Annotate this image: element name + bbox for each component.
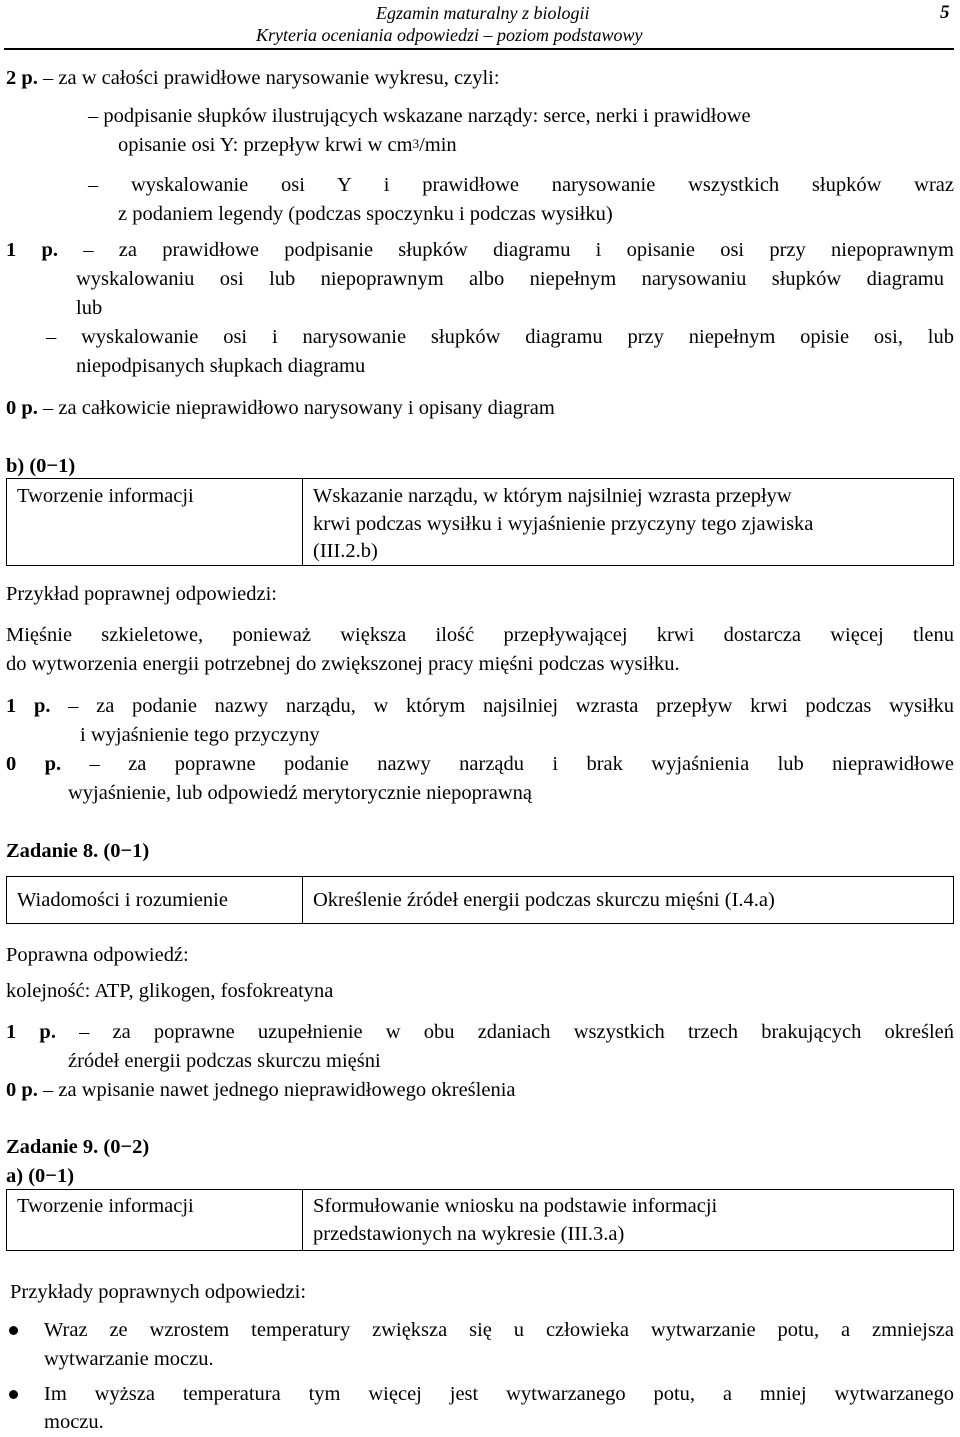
criterion-line: – podpisanie słupków ilustrujących wskazane narządy: serce, nerki i prawidłowe [88, 105, 751, 127]
score-label: 2 p. [6, 67, 38, 89]
score-1p [6, 236, 954, 265]
criterion-line: – wyskalowanie osi Y i prawidłowe narysowanie wszystkich słupków wraz [88, 174, 954, 196]
score-label: 1 p. [6, 1021, 56, 1043]
header-rule [4, 48, 954, 50]
criterion-line: wyskalowaniu osi lub niepoprawnym albo niepełnym narysowaniu słupków diagramu [76, 268, 944, 290]
bullet-line: wytwarzanie moczu. [44, 1348, 214, 1370]
score-1p [6, 1018, 954, 1047]
header-title: Egzamin maturalny z biologii [376, 3, 590, 23]
criterion-line: lub [76, 297, 103, 319]
bullet-icon [9, 1326, 18, 1335]
criterion-line: źródeł energii podczas skurczu mięśni [68, 1050, 381, 1072]
examples-label: Przykłady poprawnych odpowiedzi: [10, 1281, 307, 1303]
answer-line: Mięśnie szkieletowe, ponieważ większa ilość przepływającej krwi dostarcza więcej tlenu [6, 624, 954, 646]
requirement-table [6, 1189, 954, 1251]
example-label: Przykład poprawnej odpowiedzi: [6, 583, 277, 605]
answer-line: kolejność: ATP, glikogen, fosfokreatyna [6, 980, 334, 1002]
score-text: – za wpisanie nawet jednego nieprawidłowego określenia [37, 1079, 516, 1101]
table-cell-requirement: Sformułowanie wniosku na podstawie informacji [313, 1195, 718, 1217]
bullet-line: moczu. [44, 1411, 104, 1433]
criterion-line: – wyskalowanie osi i narysowanie słupków diagramu przy niepełnym opisie osi, lub [46, 326, 954, 348]
table-cell-skill: Wiadomości i rozumienie [17, 889, 228, 911]
score-text: – za prawidłowe podpisanie słupków diagramu i opisanie osi przy niepoprawnym [58, 239, 955, 261]
bullet-line: Im wyższa temperatura tym więcej jest wytwarzanego potu, a mniej wytwarzanego [44, 1383, 954, 1405]
superscript: 3 [412, 136, 420, 151]
bullet-line: Wraz ze wzrostem temperatury zwiększa się u człowieka wytwarzanie potu, a zmniejsza [44, 1319, 954, 1341]
requirement-table [6, 478, 954, 566]
table-divider [302, 479, 303, 565]
bullet-icon [9, 1390, 18, 1399]
criterion-line: i wyjaśnienie tego przyczyny [80, 724, 320, 746]
criterion-line: wyjaśnienie, lub odpowiedź merytorycznie niepoprawną [68, 782, 532, 804]
requirement-table [6, 876, 954, 924]
score-text: – za poprawne uzupełnienie w obu zdaniach wszystkich trzech brakujących określeń [55, 1021, 955, 1043]
criterion-text: /min [419, 134, 457, 156]
table-divider [302, 1190, 303, 1250]
score-0p [6, 750, 954, 779]
score-2p [6, 64, 500, 93]
task-heading: Zadanie 8. (0−1) [6, 840, 150, 862]
section-heading: a) (0−1) [6, 1165, 75, 1187]
page-number: 5 [940, 2, 950, 23]
score-label: 0 p. [6, 397, 38, 419]
table-cell-requirement: przedstawionych na wykresie (III.3.a) [313, 1223, 625, 1245]
score-line [6, 236, 954, 265]
criterion-line [118, 131, 457, 160]
task-heading: Zadanie 9. (0−2) [6, 1136, 150, 1158]
score-1p [6, 692, 954, 721]
score-text: – za całkowicie nieprawidłowo narysowany i opisany diagram [37, 397, 555, 419]
answer-label: Poprawna odpowiedź: [6, 944, 189, 966]
section-heading: b) (0−1) [6, 455, 76, 477]
table-cell-requirement: Wskazanie narządu, w którym najsilniej wzrasta przepływ [313, 485, 792, 507]
score-label: 0 p. [6, 1079, 38, 1101]
table-cell-skill: Tworzenie informacji [17, 1195, 194, 1217]
score-0p [6, 1076, 516, 1105]
score-text: – za poprawne podanie nazwy narządu i brak wyjaśnienia lub nieprawidłowe [61, 753, 954, 775]
answer-line: do wytworzenia energii potrzebnej do zwiększonej pracy mięśni podczas wysiłku. [6, 653, 680, 675]
score-label: 0 p. [6, 753, 62, 775]
table-cell-skill: Tworzenie informacji [17, 485, 194, 507]
score-label: 1 p. [6, 695, 51, 717]
criterion-text: opisanie osi Y: przepływ krwi w cm [118, 134, 413, 156]
criterion-line: z podaniem legendy (podczas spoczynku i podczas wysiłku) [118, 203, 613, 225]
score-0p [6, 394, 555, 423]
criterion-line: niepodpisanych słupkach diagramu [76, 355, 366, 377]
score-text: – za podanie nazwy narządu, w którym najsilniej wzrasta przepływ krwi podczas wysiłku [50, 695, 954, 717]
table-divider [302, 877, 303, 923]
table-cell-requirement: (III.2.b) [313, 540, 378, 562]
table-cell-requirement: krwi podczas wysiłku i wyjaśnienie przyczyny tego zjawiska [313, 513, 814, 535]
score-text: – za w całości prawidłowe narysowanie wykresu, czyli: [37, 67, 500, 89]
header-subtitle: Kryteria oceniania odpowiedzi – poziom podstawowy [256, 25, 643, 45]
score-label: 1 p. [6, 239, 59, 261]
table-cell-requirement: Określenie źródeł energii podczas skurczu mięśni (I.4.a) [313, 889, 775, 911]
